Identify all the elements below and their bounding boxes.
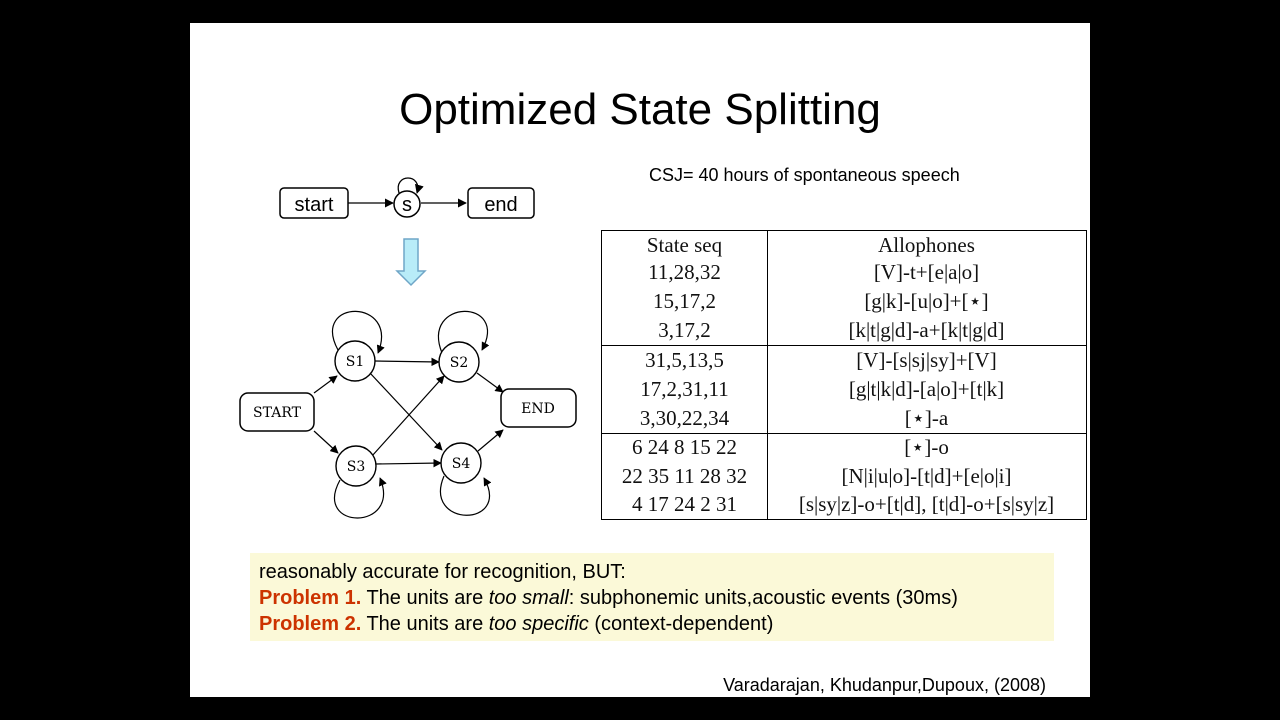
state-seq-cell: 31,5,13,5 <box>645 348 724 372</box>
edge-s4-end <box>478 430 503 451</box>
start-node-label: START <box>253 405 301 421</box>
end-label: end <box>484 194 518 216</box>
header-allophones: Allophones <box>878 233 975 257</box>
problem-1-post: : subphonemic units,acoustic events (30ms) <box>568 587 958 609</box>
allophone-cell: [s|sy|z]-o+[t|d], [t|d]-o+[s|sy|z] <box>798 492 1055 516</box>
citation: Varadarajan, Khudanpur,Dupoux, (2008) <box>723 675 1046 695</box>
allophone-table <box>601 230 1087 520</box>
problem-2-pre: The units are <box>361 613 489 635</box>
state-seq-cell: 3,17,2 <box>658 318 711 342</box>
state-seq-cell: 4 17 24 2 31 <box>632 492 737 516</box>
s4-label: S4 <box>451 456 471 472</box>
s3-label: S3 <box>346 459 366 475</box>
problem-2-line <box>259 611 1054 637</box>
allophone-cell: [k|t|g|d]-a+[k|t|g|d] <box>848 318 1005 342</box>
note-intro: reasonably accurate for recognition, BUT: <box>259 561 626 583</box>
edge-s2-end <box>477 373 503 392</box>
edge-start-s3 <box>314 431 338 453</box>
note-box <box>250 553 1054 641</box>
state-seq-cell: 3,30,22,34 <box>639 406 730 430</box>
edge-s3-s4 <box>376 463 441 464</box>
allophone-cell: [g|t|k|d]-[a|o]+[t|k] <box>848 377 1005 401</box>
s2-label: S2 <box>449 355 469 371</box>
start-label: start <box>294 194 334 216</box>
state-seq-cell: 6 24 8 15 22 <box>632 435 737 459</box>
allophone-cell: [V]-[s|sj|sy]+[V] <box>856 348 997 372</box>
corpus-note: CSJ= 40 hours of spontaneous speech <box>649 165 960 185</box>
allophone-cell: [g|k]-[u|o]+[⋆] <box>864 289 989 313</box>
state-seq-cell: 15,17,2 <box>653 289 716 313</box>
state-seq-cell: 22 35 11 28 32 <box>621 464 748 488</box>
header-state-seq: State seq <box>646 233 723 257</box>
problem-2-label: Problem 2. <box>259 613 362 635</box>
state-seq-cell: 17,2,31,11 <box>640 377 729 401</box>
problem-1-line <box>259 585 1054 611</box>
edge-s1-s4 <box>370 373 442 450</box>
slide <box>190 23 1090 697</box>
top-hmm <box>280 178 534 218</box>
down-arrow-icon <box>397 239 425 285</box>
edge-s3-s2 <box>372 376 444 456</box>
allophone-cell: [V]-t+[e|a|o] <box>873 260 980 284</box>
allophone-cell: [N|i|u|o]-[t|d]+[e|o|i] <box>841 464 1012 488</box>
end-node-label: END <box>521 401 555 417</box>
edge-start-s1 <box>314 376 337 393</box>
problem-1-pre: The units are <box>361 587 489 609</box>
allophone-cell: [⋆]-a <box>904 406 949 430</box>
problem-2-post: (context-dependent) <box>588 613 774 635</box>
edge-s1-s2 <box>375 361 439 362</box>
slide-title: Optimized State Splitting <box>399 85 881 134</box>
split-hmm <box>240 311 576 518</box>
problem-2-emphasis: too specific <box>488 613 589 635</box>
problem-1-label: Problem 1. <box>259 587 362 609</box>
s-label: s <box>402 194 412 216</box>
s1-label: S1 <box>345 354 365 370</box>
allophone-cell: [⋆]-o <box>904 435 949 459</box>
problem-1-emphasis: too small <box>488 587 569 609</box>
state-seq-cell: 11,28,32 <box>648 260 721 284</box>
